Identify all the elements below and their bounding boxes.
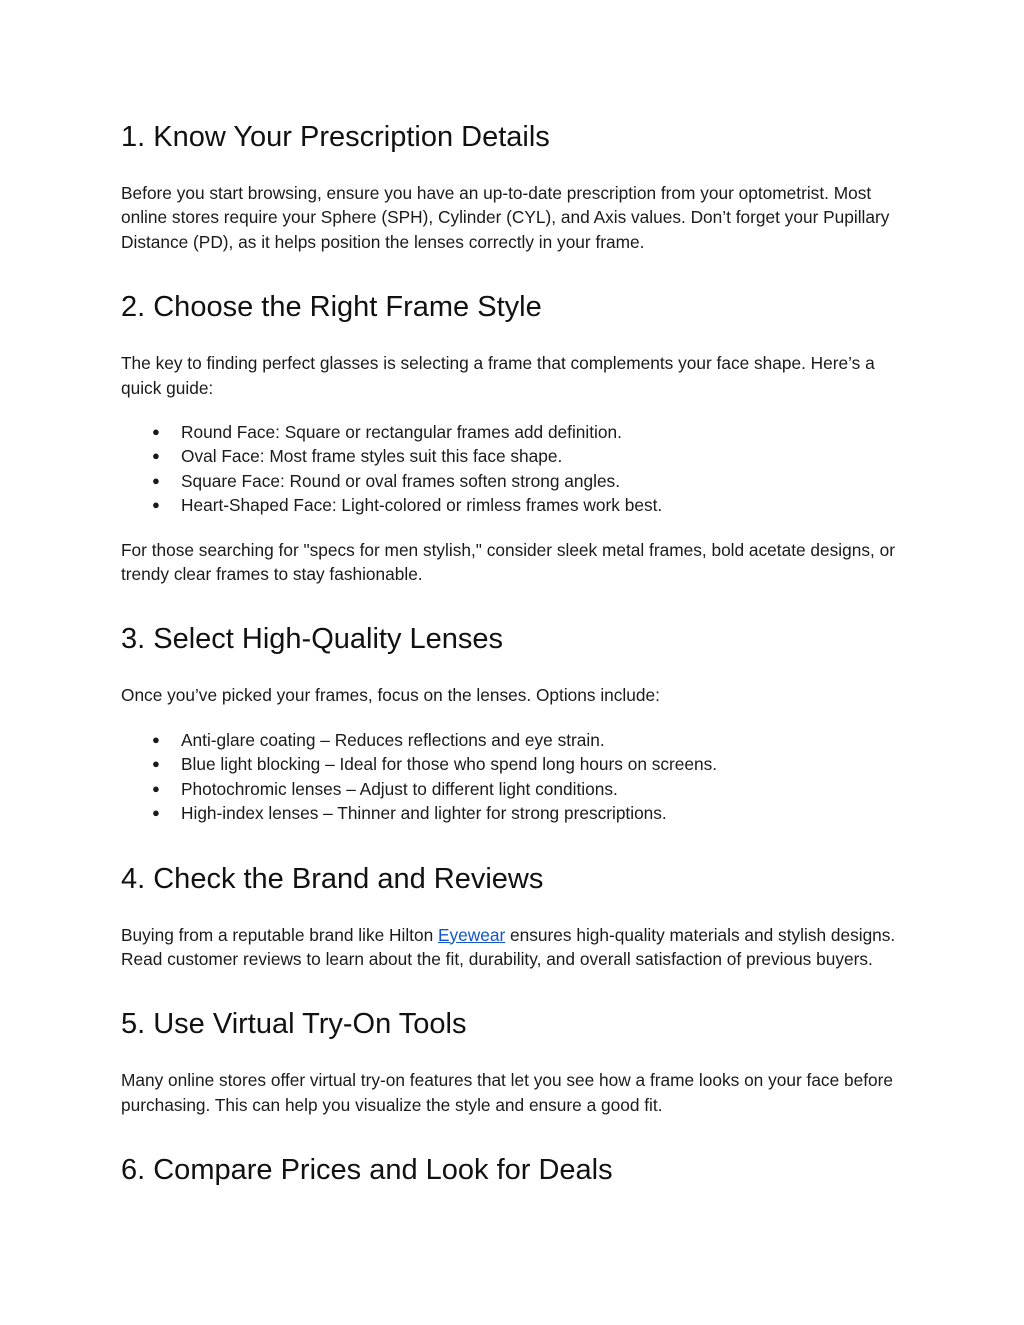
- list-item: ● High-index lenses – Thinner and lighter for strong prescriptions.: [121, 801, 911, 825]
- list-item: ● Anti-glare coating – Reduces reflections and eye strain.: [121, 728, 911, 752]
- section-5-heading: 5. Use Virtual Try-On Tools: [121, 1008, 467, 1041]
- list-item: ● Oval Face: Most frame styles suit this face shape.: [121, 444, 911, 468]
- list-item: ● Round Face: Square or rectangular frames add definition.: [121, 420, 911, 444]
- section-2-outro: For those searching for "specs for men stylish," consider sleek metal frames, bold acetate designs, or trendy clear frames to stay fashionable.: [121, 539, 895, 585]
- section-2-intro: The key to finding perfect glasses is selecting a frame that complements your face shape. Here’s a quick guide:: [121, 353, 875, 398]
- face-shape-list: [121, 420, 911, 518]
- section-6-heading: 6. Compare Prices and Look for Deals: [121, 1154, 613, 1187]
- eyewear-link[interactable]: Eyewear: [438, 924, 506, 945]
- section-1-heading: 1. Know Your Prescription Details: [121, 121, 550, 153]
- section-4-heading: 4. Check the Brand and Reviews: [121, 862, 544, 895]
- lens-options-list: [121, 728, 911, 826]
- section-3-heading: 3. Select High-Quality Lenses: [121, 623, 504, 656]
- section-5-paragraph: Many online stores offer virtual try-on features that let you see how a frame looks on your face before purchasing. This can help you visualize the style and ensure a good fit.: [121, 1070, 893, 1115]
- list-item: ● Square Face: Round or oval frames soften strong angles.: [121, 469, 911, 493]
- section-4-paragraph: [121, 923, 911, 972]
- section-4-text-before: Buying from a reputable brand like Hilton: [121, 924, 438, 945]
- list-item: ● Photochromic lenses – Adjust to different light conditions.: [121, 777, 911, 801]
- section-1-paragraph: Before you start browsing, ensure you have an up-to-date prescription from your optometrist. Most online stores require your Sphere (SPH), Cylinder (CYL), and Axis values. Don’t forget your Pupillary Distance (PD), as it helps position the lenses correctly in your frame.: [121, 183, 890, 252]
- section-3-intro: Once you’ve picked your frames, focus on the lenses. Options include:: [121, 685, 660, 706]
- list-item: ● Blue light blocking – Ideal for those who spend long hours on screens.: [121, 752, 911, 776]
- section-2-heading: 2. Choose the Right Frame Style: [121, 291, 542, 324]
- list-item: ● Heart-Shaped Face: Light-colored or rimless frames work best.: [121, 493, 911, 517]
- document-content: [121, 118, 911, 1189]
- section-4-text-after: ensures high-quality materials and stylish designs. Read customer reviews to learn about the fit, durability, and overall satisfaction of previous buyers.: [121, 924, 896, 969]
